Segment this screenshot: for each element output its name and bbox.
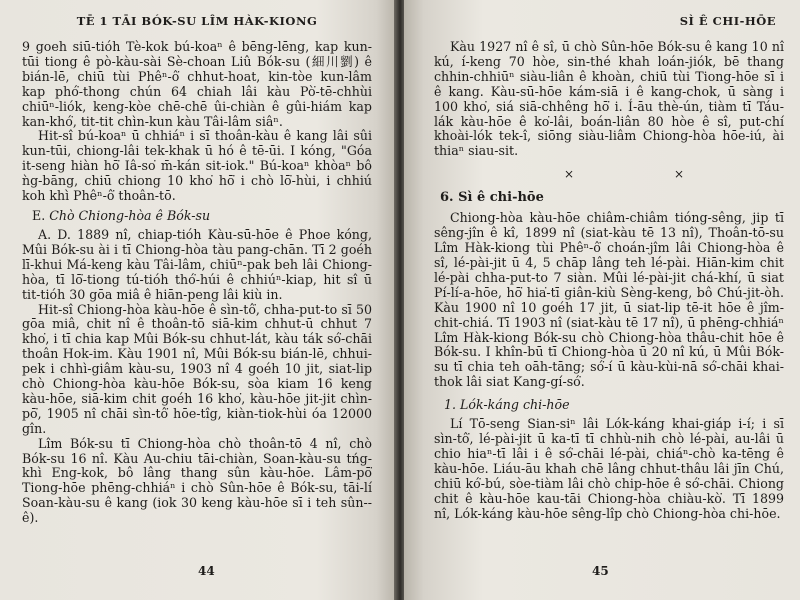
left-paragraph-3: A. D. 1889 nî, chiap-tióh Kàu-sū-hōe ê Phoe kóng, Mûi Bók-su ài i tī Chiong-hòa tàu pang-chān. Tī 2 goéh lī-khui Má-keng kàu Tâi-lâm, chiūⁿ-pak beh lâi Chiong-hòa, tī lō͘-tiong tú-tióh thó͘-húi ê chhiúⁿ-kiap, hit sî ū tit-tióh 30 gōa miâ ê hiān-peng lâi kiù in. [22,226,372,302]
section-6-heading [440,190,784,205]
subsection-1-label: 1. [444,397,457,413]
separator-mark-left: × [563,167,575,182]
separator-mark-right: × [673,167,685,182]
subsection-1-title: Lók-káng chi-hōe [460,397,570,413]
left-running-header: TĒ 1 TĀI BÓK-SU LÎM HÀK-KIONG [76,14,318,28]
subsection-1-heading [444,397,784,412]
right-running-header: SÌ Ê CHI-HŌE [679,14,776,28]
right-paragraph-3: Lí Tō-seng Sian-siⁿ lâi Lók-káng khai-giáp i-í; i sī sìn-tô͘, lé-pài-jit ū ka-tī tī chhù-nih chò lé-pài, au-lâi ū chio hiaⁿ-tī lâi i ê só͘-chāi lé-pài, chiáⁿ-chò ka-tēng ê kàu-hōe. Liáu-āu khah chē lâng chhut-thâu lâi jīn Chú, chiū kó͘-bú, sòe-tiàm lâi chò chip-hōe ê só͘-chāi. Chiong chit ê kàu-hōe kau-tāi Chiong-hòa chiàu-kò͘. Tī 1899 nî, Lók-káng kàu-hōe sêng-lîp chò Chiong-hòa chi-hōe. [434,416,784,521]
left-paragraph-1: 9 goeh siū-tióh Tè-kok bú-koaⁿ ê bēng-lēng, kap kun-tūi tiong ê pò-kàu-sài Sè-choan Liû Bók-su (細川劉) ê bián-lē, chiū tùi Phêⁿ-ô͘ chhut-hoat, kin-tòe kun-lâm kap phó͘-thong chún 64 chiah lâi kàu Pò͘-tē-chhùi chiūⁿ-liók, keng-kòe chē-chē ûi-chiàn ê gûi-hiám kap kan-khó͘, tit-tit chìn-kun kàu Tâi-lâm siâⁿ. [22,39,372,129]
section-e-title: Chò Chiong-hòa ê Bók-su [49,207,211,223]
section-6-title: Sì ê chi-hōe [458,190,544,206]
right-paragraph-1: Kàu 1927 nî ê sî, ū chò Sûn-hōe Bók-su ê kang 10 nî kú, í-keng 70 hòe, sin-thé khah loán-jiók, bē thang chhin-chhiūⁿ siàu-liân ê khoàn, chiū tùi Tiong-hōe sī i ê kang. Kàu-sū-hōe kám-siā i ê kang-chok, ū sàng i 100 kho͘, siá siā-chhêng hō͘ i. Í-āu thè-ún, tiàm tī Táu-lák kàu-hōe ê ko͘-lâi, boán-liân 80 hòe ê sî, put-chí khoài-lók tek-î, siōng siàu-liâm Chiong-hòa hōe-iú, ài thiaⁿ siau-sit. [434,39,784,159]
section-separator [514,167,734,181]
left-paragraph-2: Hit-sî bú-koaⁿ ū chhiáⁿ i sī thoân-kàu ê kang lâi sûi kun-tūi, chiong-lâi tek-khak ū hó ê tē-ūi. I kóng, "Góa it-seng hiàn hō͘ Iâ-so͘ m̄-kán sit-iok." Bú-koaⁿ khòaⁿ bô ǹg-bāng, chiū chiong 10 kho͘ hō͘ i chò lō͘-hùi, i chhiú koh khì Phêⁿ-ô͘ thoân-tō. [22,128,372,204]
section-6-label: 6. [440,190,454,206]
section-e-heading [32,208,372,223]
left-paragraph-4: Hit-sî Chiong-hòa kàu-hōe ê sìn-tô͘, chha-put-to sī 50 gōa miâ, chit nî ê thoân-tō siā-kim chhut-ū chhut 7 kho͘, i tī chia kap Mûi Bók-su chhut-lát, kàu ták só͘-chāi thoân Hok-im. Kàu 1901 nî, Mûi Bók-su bián-lē, chhui-pek i chhì-giâm kàu-su, 1903 nî 4 goéh 10 jit, siat-lip chò Chiong-hòa kàu-hōe Bók-su, sòa kiam 16 keng kàu-hōe, siā-kim chit goéh 16 kho͘, kàu-hōe jit-jit chìn-pō͘, 1905 nî chāi sìn-tô͘ hōe-tîg, kiàn-tiok-hùi óa 12000 gîn. [22,301,372,436]
right-page [404,0,800,600]
section-e-label: E. [32,207,46,223]
left-page [0,0,396,600]
right-page-content [434,0,784,521]
right-paragraph-2: Chiong-hòa kàu-hōe chiâm-chiâm tióng-sêng, jip tī sêng-jîn ê kî, 1899 nî (siat-kàu tē 13 nî), Thoân-tō-su Lîm Hàk-kiong tùi Phêⁿ-ô͘ choán-jîm lâi Chiong-hòa ê sî, lé-pài-jit ū 4, 5 chāp lâng teh lé-pài. Hiān-kim chit lé-pài chha-put-to 7 siàn. Mûi lé-pài-jit chá-khí, ū siat Pí-lí-a-hōe, hō͘ hia͘-tī giân-kiù Sèng-keng, bô Chú-jit-òh. Kàu 1900 nî 10 goéh 17 jit, ū siat-lip tē-it hōe ê jîm-chit-chiá. Tī 1903 nî (siat-kàu tē 17 nî), ū phēng-chhiáⁿ Lîm Hàk-kiong Bók-su chò Chiong-hòa thâu-chit hōe ê Bók-su. I khîn-bū tī Chiong-hòa ū 20 nî kú, ū Mûi Bók-su tī chia teh oāh-tāng; só͘-í ū kàu-kùi-nā só͘-chāi khai-thok lâi siat Kang-gí-só͘. [434,210,784,390]
left-page-number: 44 [198,564,215,578]
left-page-content [22,0,372,526]
left-paragraph-5: Lîm Bók-su tī Chiong-hòa chò thoân-tō 4 nî, chò Bók-su 16 nî. Kàu Au-chiu tāi-chiàn, Soan-kàu-su tńg-khì Eng-kok, bô lâng thang sûn kàu-hōe. Lâm-pō͘ Tiong-hōe phēng-chhiáⁿ i chò Sûn-hōe ê Bók-su, tāi-lí Soan-kàu-su ê kang (iok 30 keng kàu-hōe sī i teh sûn--ê). [22,435,372,526]
right-page-number: 45 [592,564,609,578]
